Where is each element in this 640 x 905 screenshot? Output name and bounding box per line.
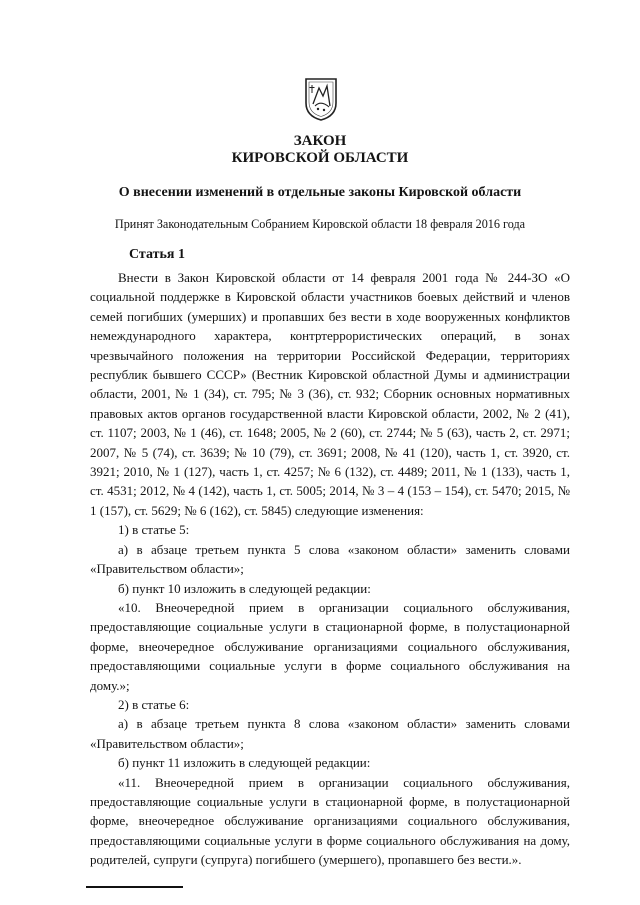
body-paragraph: Внести в Закон Кировской области от 14 февраля 2001 года № 244-ЗО «О социальной поддержке в Кировской области участников боевых действий и членов семей погибших (умерших) и пропавших без вести в ходе вооруженных конфликтов немеждународного характера, контртеррористических операций, в зонах чрезвычайного положения на территории Российской Федерации, территориях республик бывшего СССР» (Вестник Кировской областной Думы и администрации области, 2001, № 1 (34), ст. 795; № 3 (36), ст. 932; Сборник основных нормативных правовых актов органов государственной власти Кировской области, 2002, № 2 (41), ст. 1107; 2003, № 1 (46), ст. 1648; 2005, № 2 (60), ст. 2744; № 5 (63), часть 2, ст. 2971; 2007, № 5 (74), ст. 3639; № 10 (79), ст. 3691; 2008, № 41 (120), часть 1, ст. 3920, ст. 3921; 2010, № 1 (127), часть 1, ст. 4257; № 6 (132), ст. 4489; 2011, № 1 (133), часть 1, ст. 4531; 2012, № 4 (142), часть 1, ст. 5005; 2014, № 3 – 4 (153 – 154), ст. 5470; 2015, № 1 (157), ст. 5629; № 6 (162), ст. 5845) следующие изменения: xyxy=(90,270,570,518)
body-paragraph: 1) в статье 5: xyxy=(118,522,190,538)
law-subtitle: О внесении изменений в отдельные законы Кировской области xyxy=(118,185,522,200)
adoption-note: Принят Законодательным Собранием Кировской области 18 февраля 2016 года xyxy=(114,217,526,231)
coat-of-arms-icon xyxy=(303,76,339,122)
law-title-line-2: КИРОВСКОЙ ОБЛАСТИ xyxy=(231,150,409,166)
body-paragraph: б) пункт 11 изложить в следующей редакции: xyxy=(118,755,371,771)
article-body xyxy=(90,268,570,870)
law-title-line-1: ЗАКОН xyxy=(293,133,347,149)
body-paragraph: а) в абзаце третьем пункта 5 слова «законом области» заменить словами «Правительством области»; xyxy=(90,541,570,577)
law-title xyxy=(0,133,640,167)
body-paragraph: «11. Внеочередной прием в организации социального обслуживания, предоставляющие социальные услуги в стационарной форме, в полустационарной форме, внеочередное обслуживание организациями социального обслуживания, предоставляющими социальные услуги в форме социального обслуживания на дому, родителей, супруги (супруга) погибшего (умершего), пропавшего без вести.». xyxy=(90,774,570,868)
footnote-divider xyxy=(86,886,183,888)
body-paragraph: 2) в статье 6: xyxy=(118,696,190,712)
body-paragraph: б) пункт 10 изложить в следующей редакции: xyxy=(118,580,371,596)
body-paragraph: «10. Внеочередной прием в организации социального обслуживания, предоставляющие социальные услуги в стационарной форме, в полустационарной форме, внеочередное обслуживание организациями социального обслуживания, предоставляющими социальные услуги в форме социального обслуживания на дому.»; xyxy=(90,599,570,693)
article-heading: Статья 1 xyxy=(129,247,185,262)
body-paragraph: а) в абзаце третьем пункта 8 слова «законом области» заменить словами «Правительством области»; xyxy=(90,716,570,751)
